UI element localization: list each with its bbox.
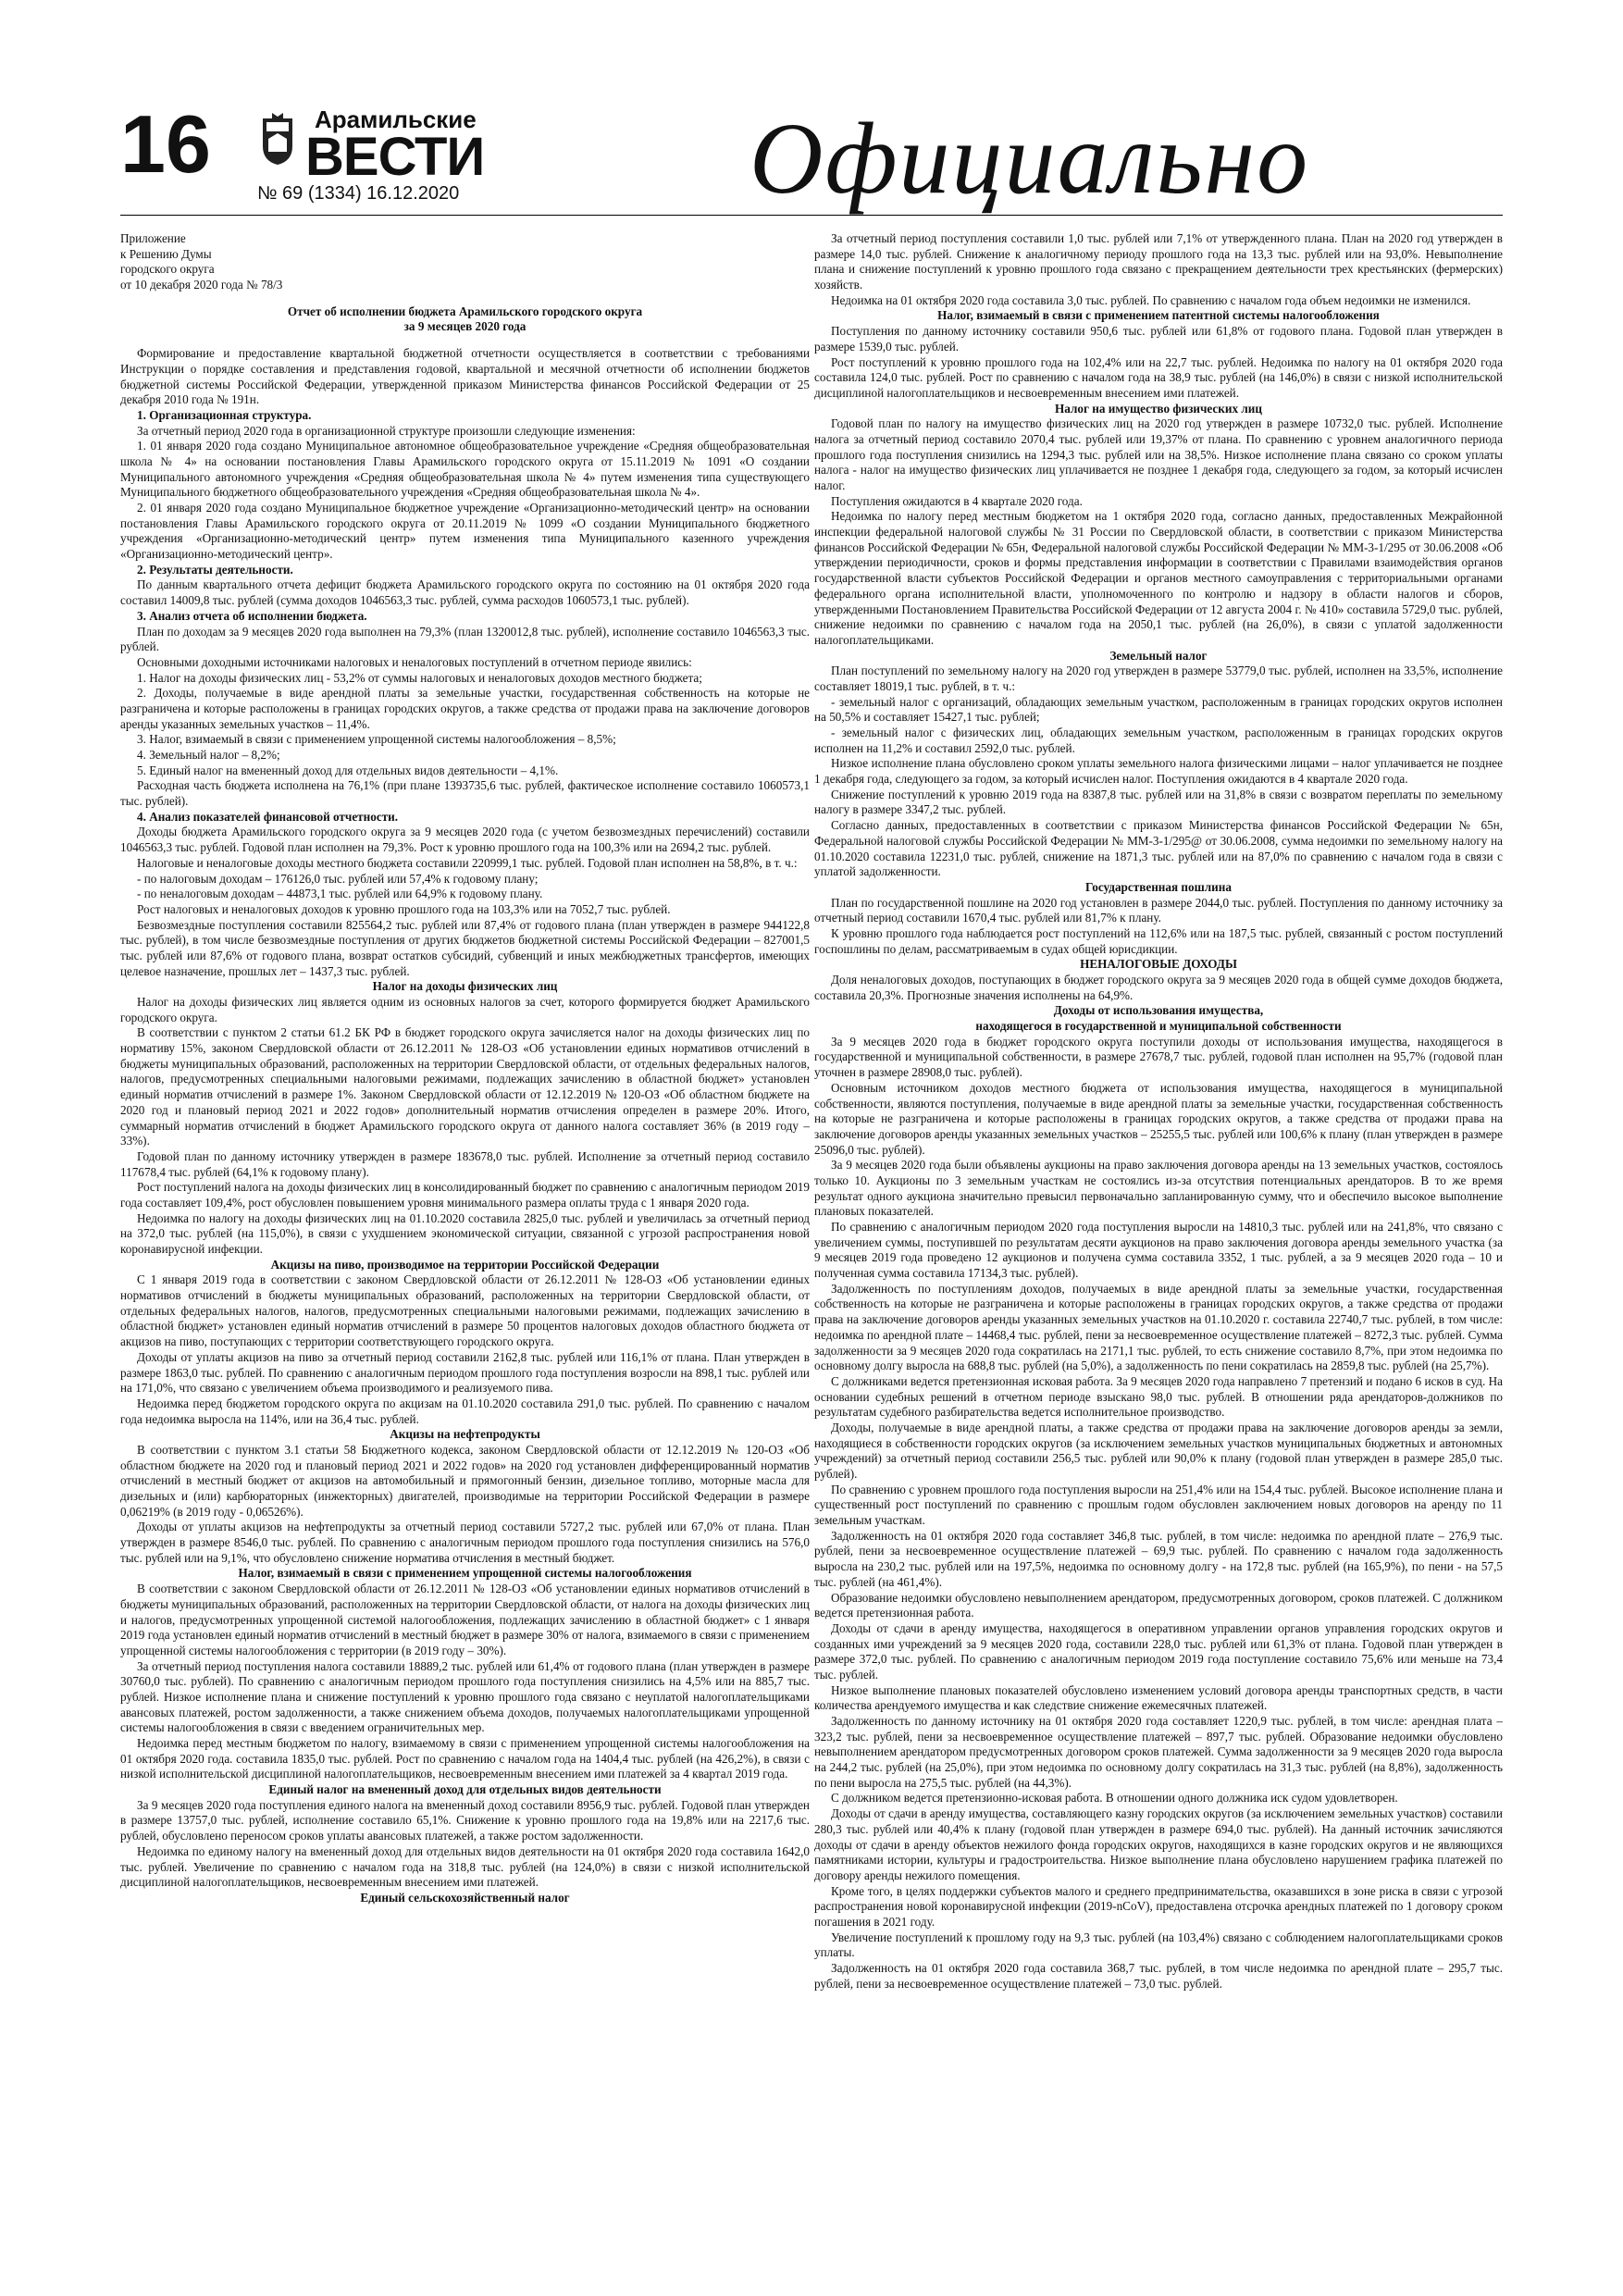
coat-of-arms-icon — [259, 111, 296, 167]
paragraph: Согласно данных, предоставленных в соответствии с приказом Министерства финансов Российской Федерации № 65н, Федеральной налоговой службы Российской Федерации № ММ-3-1/295@ от 30.06.2008, сумма недоимки по земельному налогу на 01.10.2020 составила 12231,0 тыс. рублей, снижение на 1871,3 тыс. рублей или на 87,0% по сравнению с началом года в связи с уплатой задолженности. — [814, 818, 1503, 879]
paragraph: Задолженность на 01 октября 2020 года составляет 346,8 тыс. рублей, в том числе: недоимка по арендной плате – 276,9 тыс. рублей, пени за несвоевременное осуществление платежей – 69,9 тыс. рублей. По сравнению с началом года задолженность выросла на 230,2 тыс. рублей или на 197,5%, недоимка по основному долгу - на 172,8 тыс. рублей (на 165,9%), по пени - на 57,5 тыс. рублей (на 461,4%). — [814, 1528, 1503, 1589]
paragraph: Налог на доходы физических лиц является одним из основных налогов за счет, которого формируется бюджет Арамильского городского округа. — [120, 995, 810, 1024]
section-heading: Налог, взимаемый в связи с применением упрощенной системы налогообложения — [238, 1566, 692, 1581]
numbered-heading: 2. Результаты деятельности. — [137, 562, 293, 577]
section-heading: Доходы от использования имущества, — [1053, 1003, 1264, 1018]
paragraph: Недоимка по налогу перед местным бюджетом на 1 октября 2020 года, согласно данных, предоставленных Межрайонной инспекции федеральной налоговой службы № 31 России по Свердловской области, в соответствии с приказом Министерства финансов Российской Федерации № 65н, Федеральной налоговой службы Российской Федерации № ММ-3-1/295 от 30.06.2008 «Об утверждении периодичности, сроков и формы представления информации в соответствии с Правилами взаимодействия органов государственной власти субъектов Российской Федерации и органов местного самоуправления с территориальными органами федерального органа исполнительной власти, уполномоченного по контролю и надзору в области налогов и сборов, утвержденными Постановлением Правительства Российской Федерации от 12 августа 2004 г. № 410» составила 5729,0 тыс. рублей, снижение недоимки по сравнению с началом года на 2050,1 тыс. рублей (на 26,0%), в связи с уплатой задолженности налогоплательщиками. — [814, 509, 1503, 647]
section-heading: находящегося в государственной и муниципальной собственности — [975, 1019, 1342, 1034]
left-column — [120, 231, 810, 2263]
paragraph: Доходы от уплаты акцизов на пиво за отчетный период составили 2162,8 тыс. рублей или 116,1% от плана. План утвержден в размере 1863,0 тыс. рублей. По сравнению с аналогичным периодом прошлого года поступления возросли на 898,1 тыс. рублей или на 171,0%, что связано с увеличением объема производимого и реализуемого пива. — [120, 1349, 810, 1396]
paragraph: С должником ведется претензионно-исковая работа. В отношении одного должника иск судом удовлетворен. — [831, 1791, 1398, 1806]
section-heading: НЕНАЛОГОВЫЕ ДОХОДЫ — [1080, 957, 1237, 972]
numbered-heading: 1. Организационная структура. — [137, 407, 312, 422]
paragraph: Низкое выполнение плановых показателей обусловлено изменением условий договора аренды транспортных средств, в части количества арендуемого имущества и как следствие снижение ежемесячных платежей. — [814, 1682, 1503, 1713]
section-heading: Единый сельскохозяйственный налог — [360, 1890, 570, 1905]
paragraph: Недоимка по единому налогу на вмененный доход для отдельных видов деятельности на 01 октября 2020 года составила 1642,0 тыс. рублей. Увеличение по сравнению с началом года на 318,8 тыс. рублей (на 124,0%) в связи с низкой исполнительской дисциплиной налогоплательщиков, несвоевременным внесением ими платежей. — [120, 1843, 810, 1890]
report-title-line: Отчет об исполнении бюджета Арамильского городского округа — [287, 304, 643, 318]
section-heading: Единый налог на вмененный доход для отдельных видов деятельности — [268, 1782, 662, 1797]
logo-subtitle: Арамильские — [315, 105, 477, 133]
paragraph: Основным источником доходов местного бюджета от использования имущества, находящегося в муниципальной собственности, являются поступления, получаемые в виде арендной платы за земельные участки, государственная собственность на которые не разграничена и которые расположены в границах городских округов, а также средства от продажи права на заключение договоров аренды указанных земельных участков – 25255,5 тыс. рублей или 100,6% к плану (план утвержден в размере 25096,0 тыс. рублей). — [814, 1080, 1503, 1157]
paragraph: - земельный налог с организаций, обладающих земельным участком, расположенным в границах городских округов исполнен на 50,5% и составляет 15427,1 тыс. рублей; — [814, 694, 1503, 725]
paragraph: - по неналоговым доходам – 44873,1 тыс. рублей или 64,9% к годовому плану. — [137, 887, 543, 901]
paragraph: 2. 01 января 2020 года создано Муниципальное бюджетное учреждение «Организационно-методический центр» на основании постановления Главы Арамильского городского округа от 20.11.2019 № 1099 «О создании Муниципального бюджетного учреждения «Организационно-методический центр» путем изменения типа Муниципального казенного учреждения «Организационно-методический центр». — [120, 501, 810, 562]
paragraph: За отчетный период поступления составили 1,0 тыс. рублей или 7,1% от утвержденного плана. План на 2020 год утвержден в размере 14,0 тыс. рублей. Снижение к аналогичному периоду прошлого года на 13,3 тыс. рублей или на 93,0%. Невыполнение плана и снижение поступлений к уровню прошлого года связано с прекращением деятельности трех крестьянских (фермерских) хозяйств. — [814, 231, 1503, 292]
section-heading: Акцизы на пиво, производимое на территории Российской Федерации — [270, 1257, 660, 1272]
header-divider — [120, 215, 1503, 216]
paragraph: В соответствии с пунктом 3.1 статьи 58 Бюджетного кодекса, законом Свердловской области от 12.12.2019 № 120-ОЗ «Об областном бюджете на 2020 год и плановый период 2021 и 2022 годов» на 2020 год установлен дифференцированный норматив отчислений в местный бюджет от акцизов на автомобильный и прямогонный бензин, дизельное топливо, моторные масла для дизельных и (или) карбюраторных (инжекторных) двигателей, производимые на территории Российской Федерации в размере 0,06219% (в 2019 году - 0,06526%). — [120, 1442, 810, 1519]
paragraph: Недоимка по налогу на доходы физических лиц на 01.10.2020 составила 2825,0 тыс. рублей и увеличилась за отчетный период на 372,0 тыс. рублей (на 115,0%), в связи с ухудшением экономической ситуации, связанной с угрозой распространения новой коронавирусной инфекции. — [120, 1210, 810, 1256]
paragraph: 1. Налог на доходы физических лиц - 53,2% от суммы налоговых и неналоговых доходов местного бюджета; — [137, 670, 702, 685]
paragraph: За 9 месяцев 2020 года в бюджет городского округа поступили доходы от использования имущества, находящегося в государственной и муниципальной собственности, в размере 27678,7 тыс. рублей, годовой план исполнен на 95,7% (годовой план уточнен в размере 28908,0 тыс. рублей). — [814, 1034, 1503, 1080]
paragraph: Снижение поступлений к уровню 2019 года на 8387,8 тыс. рублей или на 31,8% в связи с возвратом переплаты по земельному налогу в размере 3347,2 тыс. рублей. — [814, 787, 1503, 817]
paragraph: По сравнению с уровнем прошлого года поступления выросли на 251,4% или на 154,4 тыс. рублей. Высокое исполнение плана и существенный рост поступлений по сравнению с прошлым годом обусловлен заключением новых договоров на аренду по 11 земельным участкам. — [814, 1482, 1503, 1528]
paragraph: Увеличение поступлений к прошлому году на 9,3 тыс. рублей (на 103,4%) связано с соблюдением налогоплательщиками сроков уплаты. — [814, 1930, 1503, 1960]
left-body — [120, 346, 810, 1905]
paragraph: Основными доходными источниками налоговых и неналоговых поступлений в отчетном периоде явились: — [137, 654, 692, 669]
paragraph: Задолженность по поступлениям доходов, получаемых в виде арендной платы за земельные участки, государственная собственность на которые не разграничена и которые расположены в границах городских округов, а также средства от продажи права на заключение договоров аренды указанных земельных участков на 01.10.2020 г. составила 22740,7 тыс. рублей, в том числе: недоимка по арендной плате – 14468,4 тыс. рублей, пени за несвоевременное осуществление платежей – 8272,3 тыс. рублей. Сумма задолженности за 9 месяцев 2020 года сократилась на 2171,1 тыс. рублей, то есть снижение составило 8,7%, при этом недоимка по основному долгу выросла на 688,8 тыс. рублей (на 5,0%), а задолженность по пени сократилась на 2859,8 тыс. рублей (на 25,7%). — [814, 1281, 1503, 1373]
paragraph: За 9 месяцев 2020 года были объявлены аукционы на право заключения договора аренды на 13 земельных участков, состоялось только 10. Аукционы по 3 земельным участкам не состоялись из-за отсутствия потенциальных арендаторов. В то же время результат одного аукциона значительно превысил первоначально запланированную сумму, что и обеспечило высокое выполнение плановых показателей. — [814, 1158, 1503, 1219]
paragraph: Доходы от сдачи в аренду имущества, составляющего казну городских округов (за исключением земельных участков) составили 280,3 тыс. рублей или 40,4% к плану (годовой план утвержден в размере 694,0 тыс. рублей). На данный источник зачисляются доходы от сдачи в аренду объектов нежилого фонда городских округов, находящихся в казне городских округов и не являющихся памятниками истории, культуры и градостроительства. Низкое выполнение плана обусловлено нарушением графика платежей по договору аренды нежилого помещения. — [814, 1806, 1503, 1882]
paragraph: Недоимка на 01 октября 2020 года составила 3,0 тыс. рублей. По сравнению с началом года объем недоимки не изменился. — [831, 292, 1471, 307]
paragraph: Рост налоговых и неналоговых доходов к уровню прошлого года на 103,3% или на 7052,7 тыс. рублей. — [137, 901, 671, 916]
section-heading: Налог на имущество физических лиц — [1055, 401, 1262, 416]
paragraph: В соответствии с законом Свердловской области от 26.12.2011 № 128-ОЗ «Об установлении единых нормативов отчислений в бюджеты муниципальных образований, расположенных на территории Свердловской области, от налога на доходы физических лиц и налогов, предусмотренных упрощенной системой налогообложения, подлежащих зачислению в областной бюджет» с 1 января 2019 года установлен единый норматив отчислений в местный бюджет в размере 30% от налога, взимаемого в связи с применением упрощенной системы налогообложения с территории (в 2019 году – 30%). — [120, 1582, 810, 1657]
annex-block — [120, 231, 810, 293]
paragraph: Безвозмездные поступления составили 825564,2 тыс. рублей или 87,4% от годового плана (план утвержден в размере 944122,8 тыс. рублей), в том числе безвозмездные поступления от других бюджетов бюджетной системы Российской Федерации – 827001,5 тыс. рублей или 87,6% от годового плана, возврат остатков субсидий, субвенций и иных межбюджетных трансфертов, имеющих целевое назначение, прошлых лет – 1437,3 тыс. рублей. — [120, 917, 810, 978]
section-heading: Акцизы на нефтепродукты — [390, 1427, 540, 1442]
paragraph: К уровню прошлого года наблюдается рост поступлений на 112,6% или на 187,5 тыс. рублей, связанный с ростом поступлений госпошлины по делам, рассматриваемым в судах общей юрисдикции. — [814, 925, 1503, 956]
section-title: Официально — [750, 102, 1310, 215]
paragraph: Налоговые и неналоговые доходы местного бюджета составили 220999,1 тыс. рублей. Годовой план исполнен на 58,8%, в т. ч.: — [137, 855, 798, 870]
annex-line: от 10 декабря 2020 года № 78/3 — [120, 278, 283, 292]
right-column — [814, 231, 1503, 2263]
section-heading: Налог на доходы физических лиц — [372, 979, 558, 994]
paragraph: Доходы бюджета Арамильского городского округа за 9 месяцев 2020 года (с учетом безвозмездных перечислений) составили 1046563,3 тыс. рублей. Годовой план исполнен на 79,3%. Рост к уровню прошлого года на 100,3% или на 2694,2 тыс. рублей. — [120, 825, 810, 855]
paragraph: Рост поступлений налога на доходы физических лиц в консолидированный бюджет по сравнению с аналогичным периодом 2019 года составляет 109,4%, рост обусловлен повышением уровня минимального размера оплаты труда с 1 января 2020 года. — [120, 1180, 810, 1210]
paragraph: За отчетный период поступления налога составили 18889,2 тыс. рублей или 61,4% от годового плана (план утвержден в размере 30760,0 тыс. рублей). По сравнению с аналогичным периодом прошлого года поступления снизились на 4,5% или на 885,7 тыс. рублей. Низкое исполнение плана и снижение поступлений к уровню прошлого года связано с неуплатой налогоплательщиками авансовых платежей, ростом задолженности, а также снижением объема доходов, получаемых налогоплательщиками упрощенной системы налогообложения в связи с введением ограничительных мер. — [120, 1658, 810, 1735]
numbered-heading: 4. Анализ показателей финансовой отчетности. — [137, 809, 399, 824]
paragraph: План по государственной пошлине на 2020 год установлен в размере 2044,0 тыс. рублей. Поступления по данному источнику за отчетный период составили 1670,4 тыс. рублей или 81,7% к плану. — [814, 895, 1503, 925]
paragraph: Задолженность на 01 октября 2020 года составила 368,7 тыс. рублей, в том числе недоимка по арендной плате – 295,7 тыс. рублей, пени за несвоевременное осуществление платежей – 73,0 тыс. рублей. — [814, 1961, 1503, 1991]
annex-line: городского округа — [120, 262, 215, 277]
paragraph: За 9 месяцев 2020 года поступления единого налога на вмененный доход составили 8956,9 тыс. рублей. Годовой план утвержден в размере 13757,0 тыс. рублей, исполнение составило 65,1%. Снижение к уровню прошлого года на 19,8% или на 2217,6 тыс. рублей, обусловлено переносом сроков уплаты авансовых платежей, а также ростом задолженности. — [120, 1797, 810, 1843]
numbered-heading: 3. Анализ отчета об исполнении бюджета. — [137, 608, 367, 623]
paragraph: 2. Доходы, получаемые в виде арендной платы за земельные участки, государственная собственность на которые не разграничена и которые расположены в границах городских округов, а также средства от продажи права на заключение договоров аренды указанных земельных участков – 11,4%. — [120, 686, 810, 731]
paragraph: Недоимка перед местным бюджетом по налогу, взимаемому в связи с применением упрощенной системы налогообложения на 01 октября 2020 года. составила 1835,0 тыс. рублей. Рост по сравнению с началом года на 1404,4 тыс. рублей (на 426,2%), в связи с низкой исполнительской дисциплиной налогоплательщиков, несвоевременным внесением ими платежей за 4 квартал 2019 года. — [120, 1736, 810, 1781]
section-heading: Земельный налог — [1109, 648, 1208, 663]
report-title-line: за 9 месяцев 2020 года — [403, 319, 527, 334]
paragraph: - по налоговым доходам – 176126,0 тыс. рублей или 57,4% к годовому плану; — [137, 871, 539, 886]
paragraph: Поступления ожидаются в 4 квартале 2020 года. — [831, 493, 1083, 508]
paragraph: Доходы от уплаты акцизов на нефтепродукты за отчетный период составили 5727,2 тыс. рублей или 67,0% от плана. План утвержден в размере 8546,0 тыс. рублей. По сравнению с аналогичным периодом прошлого года поступления снизились на 576,0 тыс. рублей или на 9,1%, что обусловлено снижение норматива отчисления в местный бюджет. — [120, 1520, 810, 1565]
section-heading: Налог, взимаемый в связи с применением патентной системы налогообложения — [937, 308, 1380, 323]
logo-title: ВЕСТИ — [305, 127, 485, 187]
annex-line: к Решению Думы — [120, 246, 212, 261]
page-number: 16 — [120, 98, 211, 190]
paragraph: 1. 01 января 2020 года создано Муниципальное автономное общеобразовательное учреждение «Средняя общеобразовательная школа № 4» на основании постановления Главы Арамильского городского округа от 15.11.2019 № 1091 «О создании Муниципального автономного учреждения «Средняя общеобразовательная школа № 4» путем изменения типа существующего Муниципального бюджетного общеобразовательного учреждения «Средняя общеобразовательная школа № 4». — [120, 439, 810, 500]
paragraph: В соответствии с пунктом 2 статьи 61.2 БК РФ в бюджет городского округа зачисляется налог на доходы физических лиц по нормативу 15%, законом Свердловской области от 26.12.2011 № 128-ОЗ «Об установлении единых нормативов отчислений в бюджеты муниципальных образований, расположенных на территории Свердловской области, от отдельных федеральных налогов, налогов, предусмотренных специальными налоговыми режимами, подлежащих зачислению в областной бюджет» установлен единый норматив отчислений в размере 1%. Законом Свердловской области от 12.12.2019 № 120-ОЗ «Об областном бюджете на 2020 год и плановый период 2021 и 2022 годов» дополнительный норматив отчисления определен в размере 20%. Итого, суммарный норматив отчислений в бюджет Арамильского городского округа от данного налога составляет 36% (в 2019 году – 33%). — [120, 1025, 810, 1148]
paragraph: По данным квартального отчета дефицит бюджета Арамильского городского округа по состоянию на 01 октября 2020 года составил 14009,8 тыс. рублей (сумма доходов 1046563,3 тыс. рублей, сумма расходов 1060573,1 тыс. рублей). — [120, 577, 810, 608]
paragraph: 5. Единый налог на вмененный доход для отдельных видов деятельности – 4,1%. — [137, 763, 559, 777]
paragraph: За отчетный период 2020 года в организационной структуре произошли следующие изменения: — [137, 423, 636, 438]
paragraph: Поступления по данному источнику составили 950,6 тыс. рублей или 61,8% от годового плана. Годовой план утвержден в размере 1539,0 тыс. рублей. — [814, 324, 1503, 354]
paragraph: Низкое исполнение плана обусловлено сроком уплаты земельного налога физическими лицами – налог уплачивается не позднее 1 декабря года, следующего за годом, за который исчислен налог. Поступления ожидаются в 4 квартале 2020 года. — [814, 756, 1503, 787]
paragraph: Рост поступлений к уровню прошлого года на 102,4% или на 22,7 тыс. рублей. Недоимка по налогу на 01 октября 2020 года составила 124,0 тыс. рублей. Рост по сравнению с началом года на 38,9 тыс. рублей (на 146,0%) в связи с низкой исполнительской дисциплиной налогоплательщиков и несвоевременным внесением ими платежей. — [814, 354, 1503, 400]
paragraph: Доля неналоговых доходов, поступающих в бюджет городского округа за 9 месяцев 2020 года в общей сумме доходов бюджета, составила 20,3%. Прогнозные значения исполнены на 64,9%. — [814, 973, 1503, 1002]
paragraph: Годовой план по налогу на имущество физических лиц на 2020 год утвержден в размере 10732,0 тыс. рублей. Исполнение налога за отчетный период составило 2070,4 тыс. рублей или 19,37% от плана. По сравнению с уровнем аналогичного периода прошлого года поступления снизились на 1294,3 тыс. рублей или на 38,5%. Низкое исполнение плана связано со сроком уплаты налога - налог на имущество физических лиц уплачивается не позднее 1 декабря года, следующего за годом, за который исчислен налог. — [814, 416, 1503, 492]
issue-info: № 69 (1334) 16.12.2020 — [257, 183, 460, 204]
paragraph: Расходная часть бюджета исполнена на 76,1% (при плане 1393735,6 тыс. рублей, фактическое исполнение составило 1060573,1 тыс. рублей). — [120, 778, 810, 809]
paragraph: Доходы, получаемые в виде арендной платы, а также средства от продажи права на заключение договоров аренды за земли, находящиеся в собственности городских округов (за исключением земельных участков муниципальных бюджетных и автономных учреждений) за отчетный период составили 256,5 тыс. рублей или 90,0% к плану (годовой план утвержден в размере 285,0 тыс. рублей). — [814, 1420, 1503, 1481]
report-title — [120, 304, 810, 335]
paragraph: План поступлений по земельному налогу на 2020 год утвержден в размере 53779,0 тыс. рублей, исполнен на 33,5%, исполнение составляет 18019,1 тыс. рублей, в т. ч.: — [814, 664, 1503, 693]
paragraph: Задолженность по данному источнику на 01 октября 2020 года составляет 1220,9 тыс. рублей, в том числе: арендная плата – 323,2 тыс. рублей, пени за несвоевременное осуществление платежей – 897,7 тыс. рублей. Образование недоимки обусловлено невыполнением арендатором предусмотренных договором сроков платежей. Сумма задолженности за 9 месяцев 2020 года выросла на 244,2 тыс. рублей (на 25,0%), при этом недоимка по основному долгу сократилась на 31,3 тыс. рублей (на 8,8%), задолженность по пени выросла на 275,5 тыс. рублей (на 44,3%). — [814, 1714, 1503, 1790]
paragraph: Образование недоимки обусловлено невыполнением арендатором, предусмотренных договором, сроков платежей. С должником ведется претензионная работа. — [814, 1590, 1503, 1620]
paragraph: Кроме того, в целях поддержки субъектов малого и среднего предпринимательства, оказавшихся в зоне риска в связи с угрозой распространения новой коронавирусной инфекции (2019-nCoV), предоставлена отсрочка арендных платежей по 1 договору сроком погашения в 2021 году. — [814, 1883, 1503, 1929]
annex-line: Приложение — [120, 231, 186, 245]
paragraph: 4. Земельный налог – 8,2%; — [137, 748, 280, 762]
paragraph: С должниками ведется претензионная исковая работа. За 9 месяцев 2020 года направлено 7 претензий и подано 6 исков в суд. На основании судебных решений в отчетном периоде взыскано 98,0 тыс. рублей. В отношении ряда арендаторов-должников по результатам судебного разбирательства ведется исполнительное производство. — [814, 1373, 1503, 1420]
paragraph: По сравнению с аналогичным периодом 2020 года поступления выросли на 14810,3 тыс. рублей или на 241,8%, что связано с увеличением суммы, поступившей по результатам десяти аукционов на право заключения договора аренды земельного участка (за 9 месяцев 2019 года проведено 12 аукционов и получена сумма составила 3352, 1 тыс. рублей, а за 9 месяцев 2020 года – 10 и полученная сумма составила 17134,3 тыс. рублей). — [814, 1220, 1503, 1281]
paragraph: Недоимка перед бюджетом городского округа по акцизам на 01.10.2020 составила 291,0 тыс. рублей. По сравнению с началом года недоимка выросла на 114%, или на 36,4 тыс. рублей. — [120, 1396, 810, 1426]
paragraph: 3. Налог, взимаемый в связи с применением упрощенной системы налогообложения – 8,5%; — [137, 732, 616, 747]
right-body — [814, 231, 1503, 1992]
section-heading: Государственная пошлина — [1085, 879, 1232, 894]
paragraph: Формирование и предоставление квартальной бюджетной отчетности осуществляется в соответствии с требованиями Инструкции о порядке составления и представления годовой, квартальной и месячной отчетности об исполнении бюджетов бюджетной системы Российской Федерации, утвержденной приказом Министерства финансов Российской Федерации от 25 декабря 2010 года № 191н. — [120, 346, 810, 407]
paragraph: С 1 января 2019 года в соответствии с законом Свердловской области от 26.12.2011 № 128-ОЗ «Об установлении единых нормативов отчислений в бюджеты муниципальных образований, расположенных на территории Свердловской области, от отдельных федеральных налогов, налогов, предусмотренных специальными налоговыми режимами, подлежащих зачислению в областной бюджет» установлен единый норматив отчислений в размере 50 процентов налоговых доходов областного бюджета от акцизов на пиво, поступающих с территории соответствующего городского округа. — [120, 1272, 810, 1349]
paragraph: Доходы от сдачи в аренду имущества, находящегося в оперативном управлении органов управления городских округов и созданных ими учреждений за 9 месяцев 2020 года, составили 228,0 тыс. рублей или 61,3% от плана. Годовой план утвержден в размере 372,0 тыс. рублей. По сравнению с аналогичным периодом 2019 года поступление составило 75,6% или меньше на 73,4 тыс. рублей. — [814, 1620, 1503, 1682]
paragraph: Годовой план по данному источнику утвержден в размере 183678,0 тыс. рублей. Исполнение за отчетный период составило 117678,4 тыс. рублей (64,1% к годовому плану). — [120, 1148, 810, 1179]
paragraph: - земельный налог с физических лиц, обладающих земельным участком, расположенным в границах городских округов исполнен на 11,2% и составил 2592,0 тыс. рублей. — [814, 726, 1503, 755]
paragraph: План по доходам за 9 месяцев 2020 года выполнен на 79,3% (план 1320012,8 тыс. рублей), исполнение составило 1046563,3 тыс. рублей. — [120, 624, 810, 654]
